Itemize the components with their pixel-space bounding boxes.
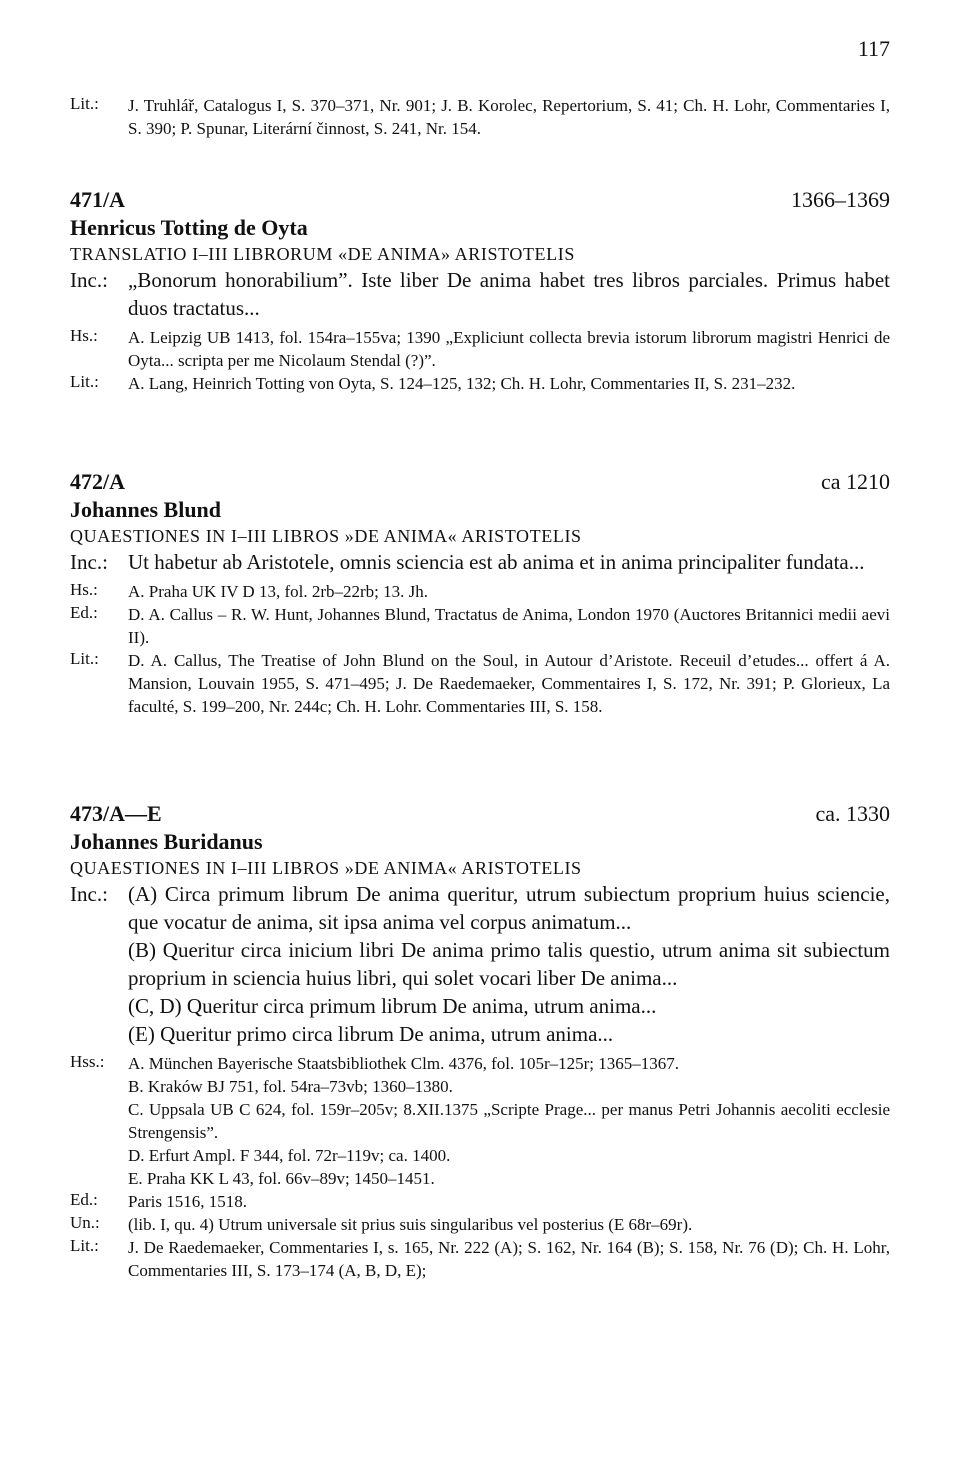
inc-label: Inc.: — [70, 268, 108, 292]
lit-label: Lit.: — [70, 1236, 99, 1255]
lit-text: A. Lang, Heinrich Totting von Oyta, S. 124–125, 132; Ch. H. Lohr, Commentaries II, S. 231–232. — [128, 374, 796, 393]
un-text: (lib. I, qu. 4) Utrum universale sit prius suis singularibus vel posterius (E 68r–69r). — [128, 1215, 693, 1234]
inc-label: Inc.: — [70, 550, 108, 574]
entry-author: Johannes Buridanus — [70, 829, 263, 854]
hss-item-a: A. München Bayerische Staatsbibliothek Clm. 4376, fol. 105r–125r; 1365–1367. — [128, 1054, 680, 1073]
hs-label: Hs.: — [70, 580, 98, 599]
entry-472 — [70, 468, 890, 718]
hs-text: A. Leipzig UB 1413, fol. 154ra–155va; 1390 „Expliciunt collecta brevia istorum librorum magistri Henrici de Oyta... scripta per me Nicolaum Stendal (?)”. — [128, 328, 890, 370]
page-number: 117 — [857, 36, 890, 61]
top-lit-block — [70, 94, 890, 140]
entry-473 — [70, 800, 890, 1282]
ed-label: Ed.: — [70, 603, 98, 622]
entry-number: 472/A — [70, 469, 125, 494]
lit-text: D. A. Callus, The Treatise of John Blund on the Soul, in Autour d’Aristote. Receuil d’etudes... offert á A. Mansion, Louvain 1955, S. 471–495; J. De Raedemaeker, Commentaires I, S. 172, Nr. 391; P. Glorieux, La faculté, S. 199–200, Nr. 244c; Ch. H. Lohr. Commentaries III, S. 158. — [128, 651, 890, 716]
entry-number: 473/A—E — [70, 801, 162, 826]
inc-part-cd: (C, D) Queritur circa primum librum De anima, utrum anima... — [128, 994, 657, 1018]
un-label: Un.: — [70, 1213, 100, 1232]
hss-item-d: D. Erfurt Ampl. F 344, fol. 72r–119v; ca. 1400. — [128, 1146, 451, 1165]
entry-title: TRANSLATIO I–III LIBRORUM «DE ANIMA» ARISTOTELIS — [70, 244, 575, 264]
lit-text: J. De Raedemaeker, Commentaries I, s. 165, Nr. 222 (A); S. 162, Nr. 164 (B); S. 158, Nr. 76 (D); Ch. H. Lohr, Commentaries III, S. 173–174 (A, B, D, E); — [128, 1238, 890, 1280]
entry-author: Johannes Blund — [70, 497, 222, 522]
entry-number: 471/A — [70, 187, 125, 212]
ed-text: D. A. Callus – R. W. Hunt, Johannes Blund, Tractatus de Anima, London 1970 (Auctores Britannici medii aevi II). — [128, 605, 890, 647]
entry-title: QUAESTIONES IN I–III LIBROS »DE ANIMA« ARISTOTELIS — [70, 858, 582, 878]
ed-text: Paris 1516, 1518. — [128, 1192, 247, 1211]
inc-part-b: (B) Queritur circa inicium libri De anima primo talis questio, utrum anima sit subiectum proprium in sciencia huius libri, qui solet vocari liber De anima... — [128, 938, 890, 990]
hss-item-b: B. Kraków BJ 751, fol. 54ra–73vb; 1360–1380. — [128, 1077, 453, 1096]
inc-text: „Bonorum honorabilium”. Iste liber De anima habet tres libros parciales. Primus habet duos tractatus... — [128, 268, 890, 320]
hss-label: Hss.: — [70, 1052, 105, 1071]
hss-item-c: C. Uppsala UB C 624, fol. 159r–205v; 8.XII.1375 „Scripte Prage... per manus Petri Johannis aecoliti ecclesie Strengensis”. — [128, 1100, 890, 1142]
inc-label: Inc.: — [70, 882, 108, 906]
lit-label: Lit.: — [70, 649, 99, 668]
entry-title: QUAESTIONES IN I–III LIBROS »DE ANIMA« ARISTOTELIS — [70, 526, 582, 546]
ed-label: Ed.: — [70, 1190, 98, 1209]
hs-text: A. Praha UK IV D 13, fol. 2rb–22rb; 13. Jh. — [128, 582, 428, 601]
hss-item-e: E. Praha KK L 43, fol. 66v–89v; 1450–1451. — [128, 1169, 435, 1188]
inc-text: Ut habetur ab Aristotele, omnis sciencia est ab anima et in anima principaliter fundata... — [128, 550, 865, 574]
entry-date: 1366–1369 — [791, 187, 890, 212]
entry-471 — [70, 186, 890, 395]
entry-date: ca 1210 — [820, 469, 890, 494]
entry-date: ca. 1330 — [815, 801, 890, 826]
inc-part-a: (A) Circa primum librum De anima queritur, utrum subiectum proprium huius sciencie, que vocatur de anima, sit ipsa anima vel corpus animatum... — [128, 882, 890, 934]
hs-label: Hs.: — [70, 326, 98, 345]
lit-label: Lit.: — [70, 372, 99, 391]
inc-part-e: (E) Queritur primo circa librum De anima, utrum anima... — [128, 1022, 614, 1046]
entry-author: Henricus Totting de Oyta — [70, 215, 308, 240]
lit-label: Lit.: — [70, 94, 99, 113]
lit-text: J. Truhlář, Catalogus I, S. 370–371, Nr. 901; J. B. Korolec, Repertorium, S. 41; Ch. H. Lohr, Commentaries I, S. 390; P. Spunar, Literární činnost, S. 241, Nr. 154. — [128, 96, 890, 138]
